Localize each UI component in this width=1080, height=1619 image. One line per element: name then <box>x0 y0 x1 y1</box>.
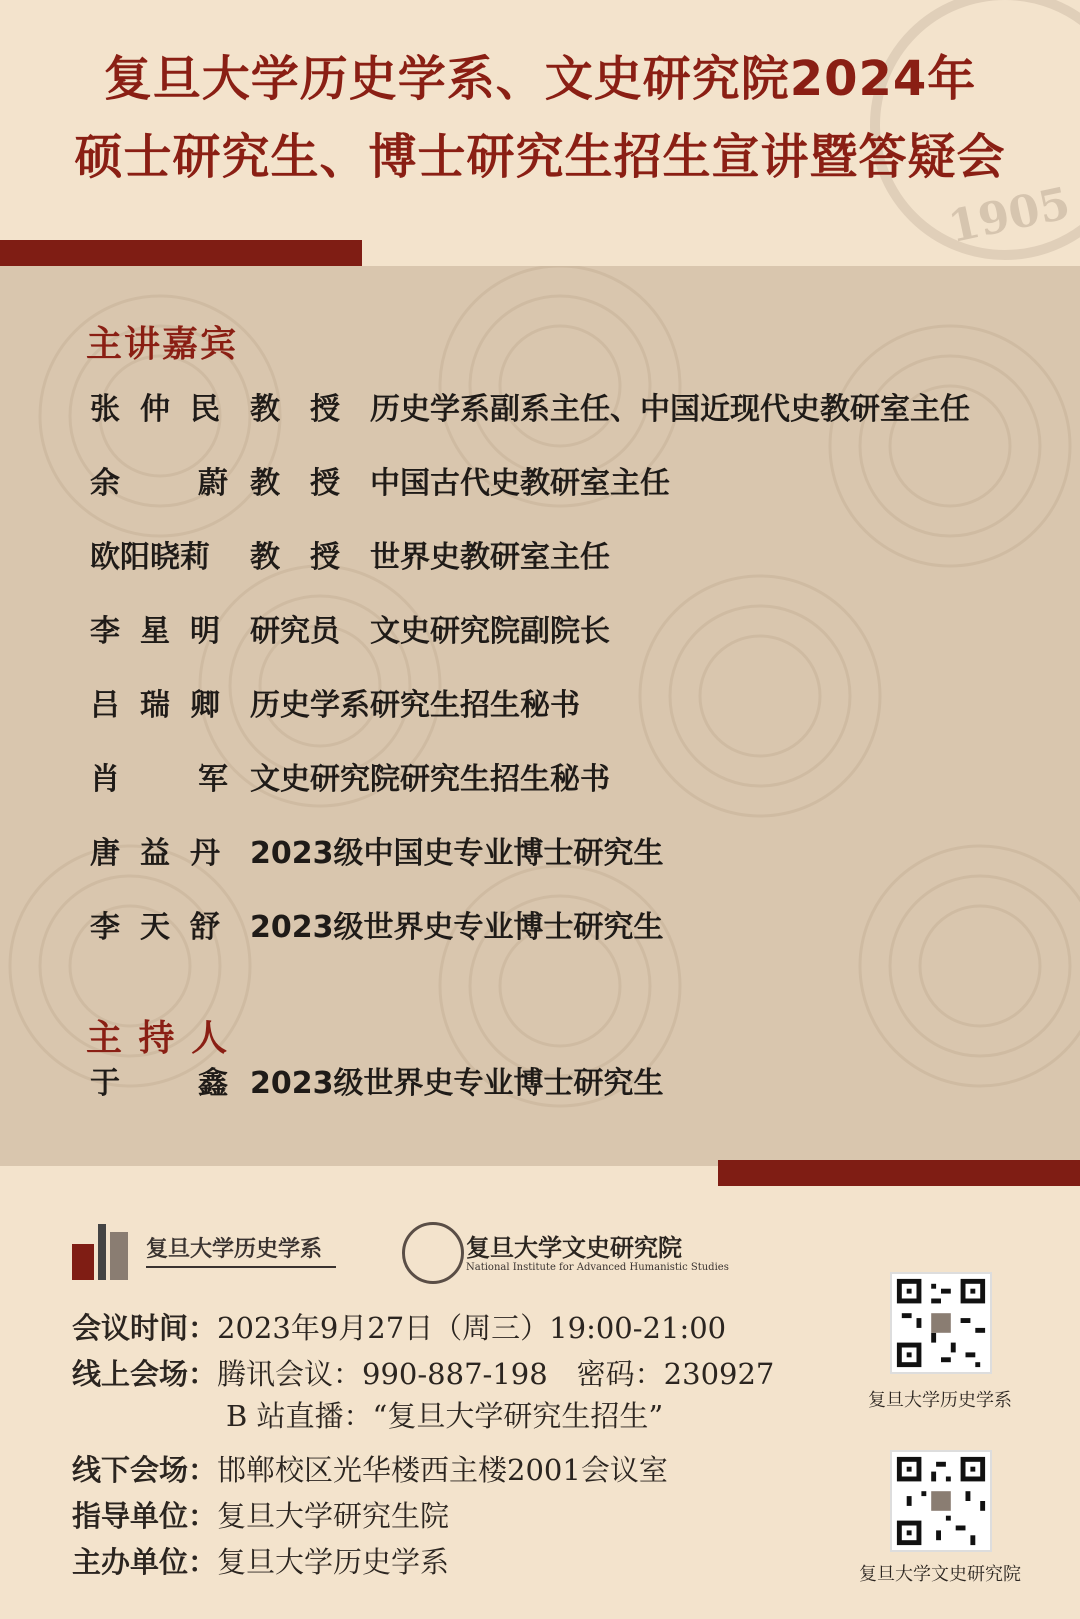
speaker-desc: 研究员 文史研究院副院长 <box>250 614 610 649</box>
host-desc: 2023级世界史专业博士研究生 <box>250 1066 664 1101</box>
title-line-1: 复旦大学历史学系、文史研究院2024年 <box>103 51 977 107</box>
online-value: 腾讯会议：990-887-198 密码：230927 <box>217 1357 775 1391</box>
speaker-name: 张仲民 <box>90 392 240 427</box>
speaker-name: 吕瑞卿 <box>90 688 240 723</box>
speaker-desc: 历史学系研究生招生秘书 <box>250 688 580 723</box>
title-line-2: 硕士研究生、博士研究生招生宣讲暨答疑会 <box>74 129 1006 185</box>
institute-logo-icon <box>402 1222 464 1284</box>
decorative-bar-top <box>0 240 362 266</box>
online-label: 线上会场： <box>72 1357 218 1391</box>
qr-label-history-dept: 复旦大学历史学系 <box>868 1390 1012 1411</box>
speaker-name: 欧阳晓莉 <box>90 540 210 575</box>
speaker-desc: 2023级世界史专业博士研究生 <box>250 910 664 945</box>
qr-code-history-dept[interactable] <box>890 1272 992 1374</box>
speaker-name: 余蔚 <box>90 466 306 501</box>
speaker-desc: 2023级中国史专业博士研究生 <box>250 836 664 871</box>
info-guide <box>72 1494 449 1535</box>
speaker-desc: 教 授 历史学系副系主任、中国近现代史教研室主任 <box>250 392 970 427</box>
qr-label-institute: 复旦大学文史研究院 <box>859 1564 1021 1585</box>
host-unit-label: 主办单位： <box>72 1545 218 1579</box>
info-bilibili: B 站直播：“复旦大学研究生招生” <box>226 1399 664 1433</box>
speaker-name: 李天舒 <box>90 910 240 945</box>
speaker-desc: 教 授 世界史教研室主任 <box>250 540 610 575</box>
speaker-desc: 教 授 中国古代史教研室主任 <box>250 466 670 501</box>
host-heading: 主 持 人 <box>86 1018 230 1059</box>
header <box>0 0 1080 258</box>
info-time <box>72 1306 726 1347</box>
speaker-name: 肖军 <box>90 762 306 797</box>
qr-code-institute[interactable] <box>890 1450 992 1552</box>
logo-underline <box>146 1266 336 1268</box>
institute-english-name: National Institute for Advanced Humanistic Studies <box>466 1262 729 1273</box>
speakers-heading: 主讲嘉宾 <box>86 324 239 365</box>
speaker-name: 唐益丹 <box>90 836 240 871</box>
seal-year: 1905 <box>943 177 1074 254</box>
speaker-name: 李星明 <box>90 614 240 649</box>
history-dept-logo <box>70 1222 130 1280</box>
history-dept-name: 复旦大学历史学系 <box>146 1236 323 1262</box>
guide-label: 指导单位： <box>72 1499 218 1533</box>
host-unit-value: 复旦大学历史学系 <box>217 1545 450 1579</box>
info-online <box>72 1352 774 1393</box>
offline-label: 线下会场： <box>72 1453 218 1487</box>
info-offline <box>72 1448 668 1489</box>
speaker-desc: 文史研究院研究生招生秘书 <box>250 762 610 797</box>
host-name: 于鑫 <box>90 1066 306 1101</box>
time-value: 2023年9月27日（周三）19:00-21:00 <box>217 1311 727 1345</box>
info-host-unit <box>72 1540 449 1581</box>
decorative-bar-bottom <box>718 1160 1080 1186</box>
institute-name: 复旦大学文史研究院 <box>466 1233 682 1262</box>
offline-value: 邯郸校区光华楼西主楼2001会议室 <box>217 1453 668 1487</box>
guide-value: 复旦大学研究生院 <box>217 1499 450 1533</box>
time-label: 会议时间： <box>72 1311 218 1345</box>
